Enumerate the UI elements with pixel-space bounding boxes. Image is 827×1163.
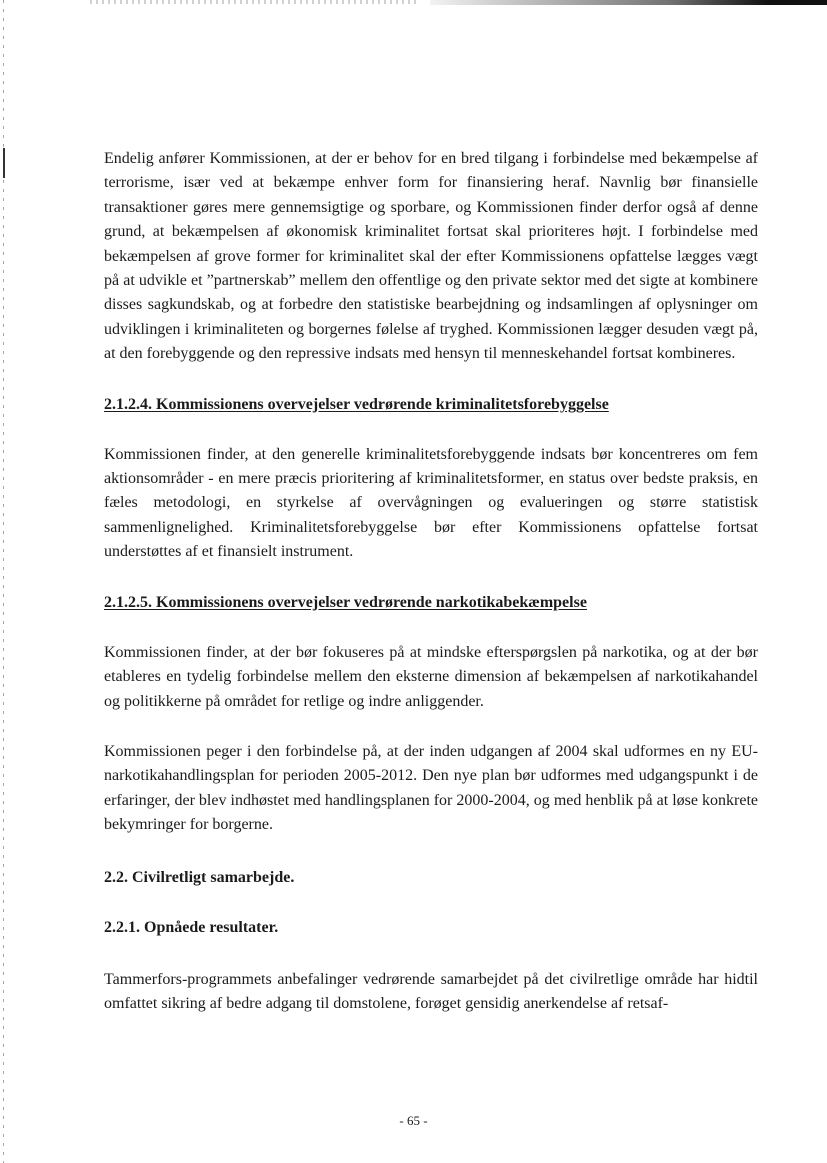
paragraph-drug-action-plan: Kommissionen peger i den forbindelse på, at der inden udgangen af 2004 skal udformes en ny EU-narkotikahandlingsplan for perioden 2005-2012. Den nye plan bør udformes med udgangspunkt i de erfaringer, der blev indhøstet med handlingsplanen for 2000-2004, og med henblik på at løse konkrete bekymringer for borgerne. [104,742,758,834]
heading-crime-prevention: 2.1.2.4. Kommissionens overvejelser vedrørende kriminalitetsforebyggelse [104,395,609,413]
page-body [104,147,758,1016]
heading-civil-cooperation: 2.2. Civilretligt samarbejde. [104,868,295,886]
paragraph-tampere-programme: Tammerfors-programmets anbefalinger vedrørende samarbejdet på det civilretlige område har hidtil omfattet sikring af bedre adgang til domstolene, forøget gensidig anerkendelse af retsaf- [104,970,758,1012]
paragraph-crime-prevention: Kommissionen finder, at den generelle kriminalitetsforebyggende indsats bør koncentreres om fem aktionsområder - en mere præcis prioritering af kriminalitetsformer, en status over bedste praksis, en fæles metodologi, en styrkelse af overvågningen og evalueringen og større statistisk sammenlignelighed. Kriminalitetsforebyggelse bør efter Kommissionens opfattelse fortsat understøttes af et finansielt instrument. [104,445,758,561]
heading-results-achieved: 2.2.1. Opnåede resultater. [104,918,279,936]
page-number: - 65 - [399,1113,428,1128]
paragraph-drug-demand: Kommissionen finder, at der bør fokuseres på at mindske efterspørgslen på narkotika, og at der bør etableres en tydelig forbindelse mellem den eksterne dimension af bekæmpelsen af narkotikahandel og politikkerne på området for retlige og indre anliggender. [104,643,758,710]
heading-drug-control: 2.1.2.5. Kommissionens overvejelser vedrørende narkotikabekæmpelse [104,593,587,611]
paragraph-terrorism: Endelig anfører Kommissionen, at der er behov for en bred tilgang i forbindelse med bekæmpelse af terrorisme, især ved at bekæmpe enhver form for finansiering heraf. Navnlig bør finansielle transaktioner gøres mere gennemsigtige og sporbare, og Kommissionen finder derfor også af denne grund, at bekæmpelsen af økonomisk kriminalitet fortsat skal prioriteres højt. I forbindelse med bekæmpelsen af grove former for kriminalitet skal der efter Kommissionens opfattelse lægges vægt på at udvikle et ”partnerskab” mellem den offentlige og den private sektor med det sigte at kombinere disses sagkundskab, og at forbedre den statistiske bearbejdning og indsamlingen af oplysninger om udviklingen i kriminaliteten og borgernes følelse af tryghed. Kommissionen lægger desuden vægt på, at den forebyggende og den repressive indsats med hensyn til menneskehandel fortsat kombineres. [104,150,758,363]
scan-artifact-left-mark [3,148,5,178]
scan-artifact-top-right [430,0,827,5]
scan-artifact-top-left [90,0,420,4]
